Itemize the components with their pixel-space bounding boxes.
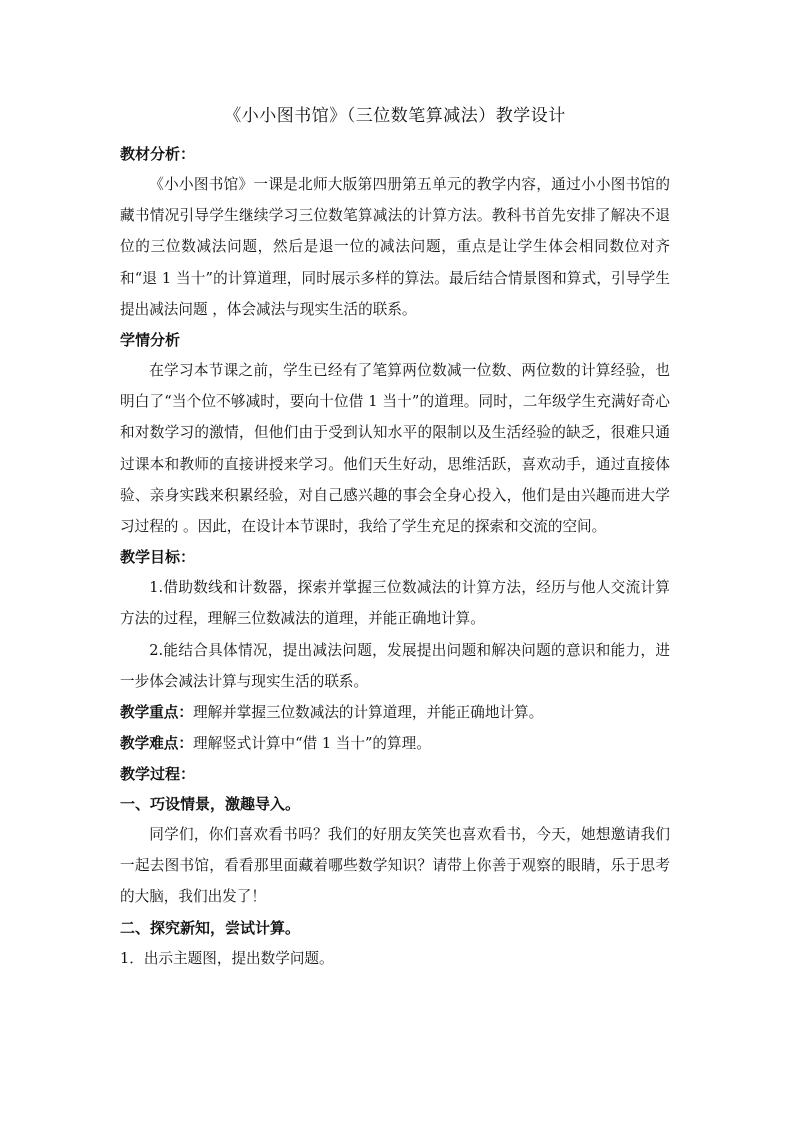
objectives-heading: 教学目标：	[120, 548, 196, 567]
process-step2-heading: 二、探究新知，尝试计算。	[120, 918, 301, 937]
difficulty-label: 教学难点：	[120, 735, 193, 753]
process-step2-item1: 1．出示主题图，提出数学问题。	[120, 949, 334, 967]
objective-item-2: 2.能结合具体情况，提出减法问题，发展提出问题和解决问题的意识和能力，进一步体会减法计算与现实生活的联系。	[120, 641, 670, 690]
process-step1-heading: 一、巧设情景，激趣导入。	[120, 795, 301, 814]
key-point-line	[120, 697, 670, 728]
difficulty-line	[120, 728, 670, 759]
objective-item-1: 1.借助数线和计数器，探索并掌握三位数减法的计算方法，经历与他人交流计算方法的过程，理解三位数减法的道理，并能正确地计算。	[120, 579, 670, 628]
student-analysis-paragraph: 在学习本节课之前，学生已经有了笔算两位数减一位数、两位数的计算经验，也明白了“当个位不够减时，要向十位借 1 当十”的道理。同时，二年级学生充满好奇心和对数学习的激情，但他们由于受到认知水平的限制以及生活经验的缺乏，很难只通过课本和教师的直接讲授来学习。他们天生好动，思维活跃，喜欢动手，通过直接体验、亲身实践来积累经验，对自己感兴趣的事会全身心投入，他们是由兴趣而进大学习过程的 。因此，在设计本节课时，我给了学生充足的探索和交流的空间。	[120, 362, 670, 536]
material-analysis-heading: 教材分析：	[120, 145, 196, 163]
key-point-text: 理解并掌握三位数减法的计算道理，并能正确地计算。	[192, 704, 544, 722]
key-point-label: 教学重点：	[120, 704, 193, 722]
process-heading: 教学过程：	[120, 765, 196, 784]
student-analysis-heading: 学情分析	[120, 331, 181, 350]
document-content	[120, 105, 670, 974]
process-step1-paragraph: 同学们，你们喜欢看书吗？我们的好朋友笑笑也喜欢看书，今天，她想邀请我们一起去图书馆，看看那里面藏着哪些数学知识？请带上你善于观察的眼睛，乐于思考的大脑，我们出发了！	[120, 826, 670, 906]
document-title: 《小小图书馆》（三位数笔算减法）教学设计	[224, 106, 566, 126]
difficulty-text: 理解竖式计算中“借 1 当十”的算理。	[192, 735, 431, 753]
material-analysis-paragraph: 《小小图书馆》一课是北师大版第四册第五单元的教学内容，通过小小图书馆的藏书情况引导学生继续学习三位数笔算减法的计算方法。教科书首先安排了解决不退位的三位数减法问题，然后是退一位的减法问题，重点是让学生体会相同数位对齐和“退 1 当十”的计算道理，同时展示多样的算法。最后结合情景图和算式，引导学生提出减法问题 ，体会减法与现实生活的联系。	[120, 176, 670, 318]
